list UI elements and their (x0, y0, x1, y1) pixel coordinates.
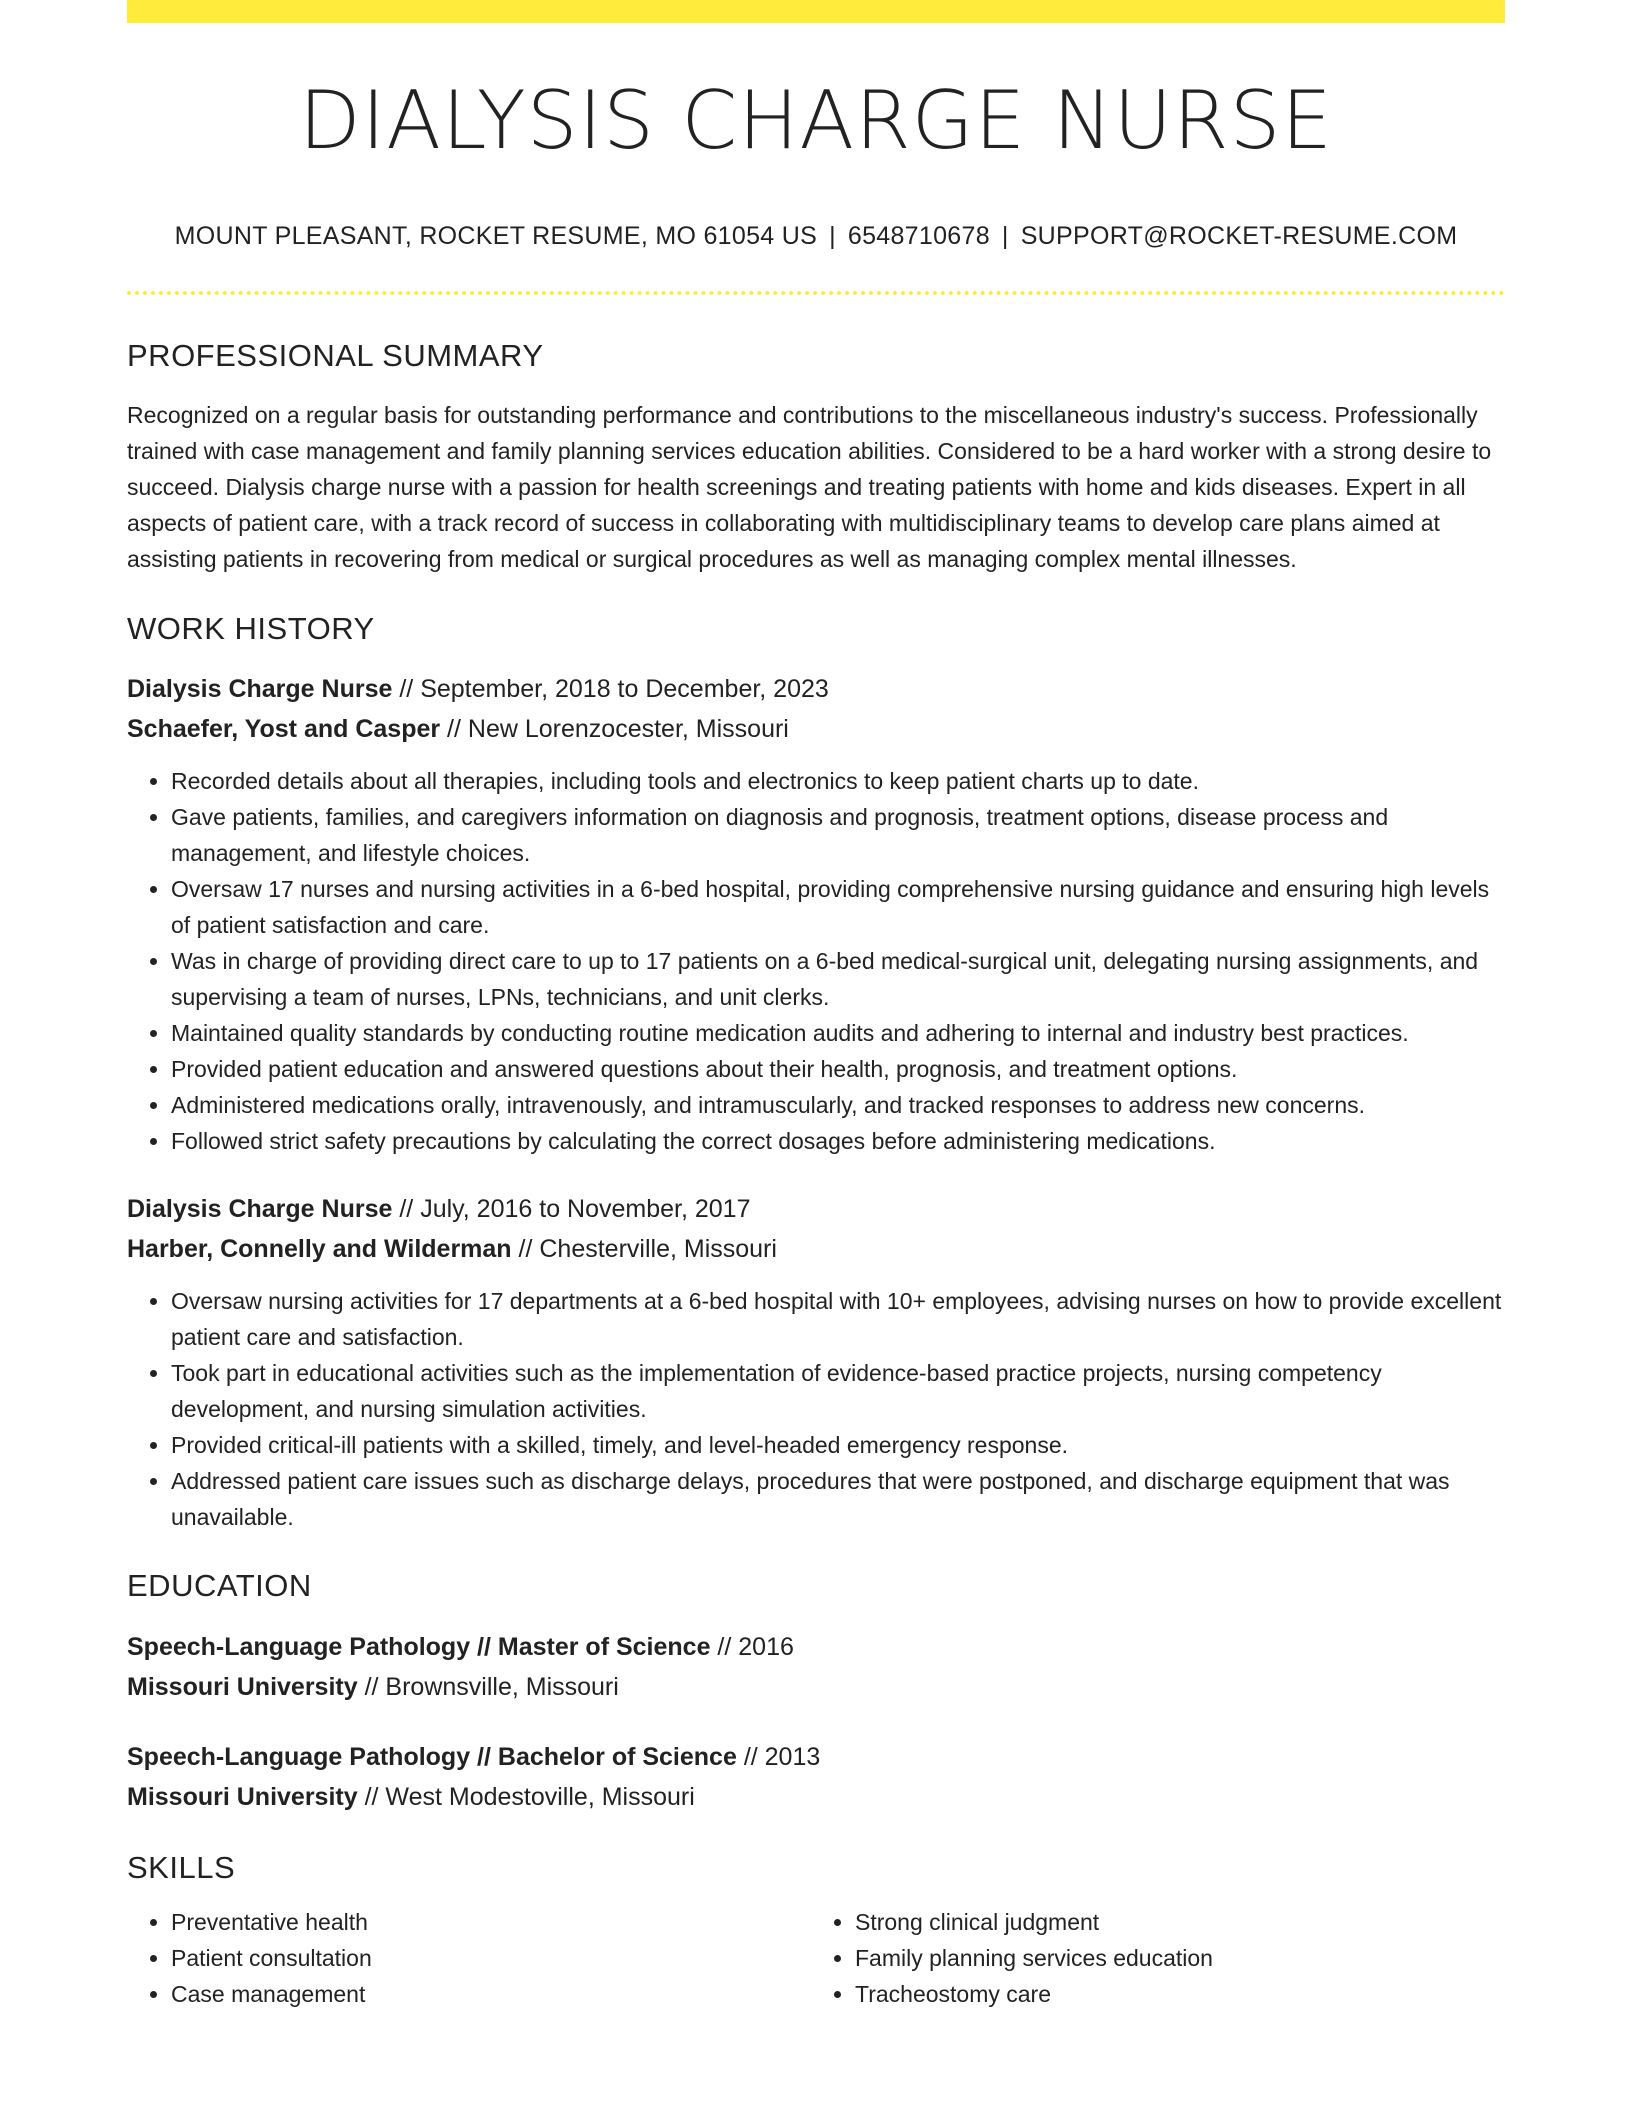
job-dates: // July, 2016 to November, 2017 (392, 1195, 751, 1224)
list-item: • Patient consultation (171, 1940, 811, 1976)
job-company-line (127, 709, 1505, 749)
list-item: • Took part in educational activities such as the implementation of evidence-based practice projects, nursing competency development, and nursing simulation activities. (171, 1355, 1505, 1427)
job-role: Dialysis Charge Nurse (127, 1195, 393, 1224)
list-item: • Oversaw nursing activities for 17 departments at a 6-bed hospital with 10+ employees, advising nurses on how to provide excellent patient care and satisfaction. (171, 1283, 1505, 1355)
education-school-line (127, 1667, 1505, 1707)
contact-email: SUPPORT@ROCKET-RESUME.COM (1020, 222, 1458, 250)
job-bullets (127, 1283, 1505, 1535)
job-location: // New Lorenzocester, Missouri (440, 715, 789, 744)
education-degree: Speech-Language Pathology // Master of Science (127, 1632, 711, 1661)
summary-heading: PROFESSIONAL SUMMARY (127, 338, 544, 373)
accent-top-bar (127, 0, 1505, 23)
list-item: • Case management (171, 1976, 811, 2012)
job-title-line (127, 1189, 1505, 1229)
education-degree: Speech-Language Pathology // Bachelor of Science (127, 1742, 737, 1771)
list-item: • Followed strict safety precautions by calculating the correct dosages before administering medications. (171, 1123, 1505, 1159)
list-item: • Provided patient education and answered questions about their health, prognosis, and treatment options. (171, 1051, 1505, 1087)
skills-list-left (127, 1904, 811, 2012)
education-school-line (127, 1777, 1505, 1817)
job-role: Dialysis Charge Nurse (127, 675, 393, 704)
list-item: • Maintained quality standards by conducting routine medication audits and adhering to internal and industry best practices. (171, 1015, 1505, 1051)
list-item: • Gave patients, families, and caregivers information on diagnosis and prognosis, treatment options, disease process and management, and lifestyle choices. (171, 799, 1505, 871)
list-item: • Recorded details about all therapies, including tools and electronics to keep patient charts up to date. (171, 763, 1505, 799)
education-degree-line (127, 1627, 1505, 1667)
contact-separator: | (829, 222, 836, 250)
contact-line (127, 222, 1505, 251)
list-item: • Addressed patient care issues such as discharge delays, procedures that were postponed, and discharge equipment that was unavailable. (171, 1463, 1505, 1535)
list-item: • Strong clinical judgment (855, 1904, 1495, 1940)
job-company: Harber, Connelly and Wilderman (127, 1235, 512, 1264)
list-item: • Family planning services education (855, 1940, 1495, 1976)
job-company: Schaefer, Yost and Casper (127, 715, 441, 744)
education-location: // Brownsville, Missouri (357, 1672, 619, 1701)
list-item: • Administered medications orally, intravenously, and intramuscularly, and tracked responses to address new concerns. (171, 1087, 1505, 1123)
contact-address: MOUNT PLEASANT, ROCKET RESUME, MO 61054 US (174, 222, 818, 250)
contact-phone: 6548710678 (847, 222, 990, 250)
skills-columns (127, 1904, 1505, 2012)
education-school: Missouri University (127, 1782, 358, 1811)
education-school: Missouri University (127, 1672, 358, 1701)
job-bullets (127, 763, 1505, 1159)
contact-separator: | (1001, 222, 1009, 250)
work-history-heading: WORK HISTORY (127, 611, 375, 647)
list-item: • Provided critical-ill patients with a skilled, timely, and level-headed emergency response. (171, 1427, 1505, 1463)
skills-heading: SKILLS (127, 1849, 236, 1885)
education-heading: EDUCATION (127, 1568, 312, 1604)
skills-list-right (811, 1904, 1495, 2012)
job-location: // Chesterville, Missouri (511, 1235, 777, 1264)
job-entry (127, 1189, 1505, 1535)
resume-title: DIALYSIS CHARGE NURSE (299, 74, 1333, 167)
job-entry (127, 669, 1505, 1159)
resume-page (127, 0, 1505, 2012)
list-item: • Tracheostomy care (855, 1976, 1495, 2012)
education-year: // 2013 (736, 1742, 821, 1771)
education-entry (127, 1737, 1505, 1817)
education-entry (127, 1627, 1505, 1707)
summary-text: Recognized on a regular basis for outstanding performance and contributions to the miscellaneous industry's success. Professionally trained with case management and family planning services education abilities. Considered to be a hard worker with a strong desire to succeed. Dialysis charge nurse with a passion for health screenings and treating patients with home and kids diseases. Expert in all aspects of patient care, with a track record of success in collaborating with multidisciplinary teams to develop care plans aimed at assisting patients in recovering from medical or surgical procedures as well as managing complex mental illnesses. (127, 402, 1492, 573)
education-degree-line (127, 1737, 1505, 1777)
list-item: • Preventative health (171, 1904, 811, 1940)
job-dates: // September, 2018 to December, 2023 (392, 675, 829, 704)
dotted-divider (127, 291, 1505, 295)
job-title-line (127, 669, 1505, 709)
job-company-line (127, 1229, 1505, 1269)
education-location: // West Modestoville, Missouri (357, 1782, 695, 1811)
list-item: • Oversaw 17 nurses and nursing activities in a 6-bed hospital, providing comprehensive nursing guidance and ensuring high levels of patient satisfaction and care. (171, 871, 1505, 943)
list-item: • Was in charge of providing direct care to up to 17 patients on a 6-bed medical-surgical unit, delegating nursing assignments, and supervising a team of nurses, LPNs, technicians, and unit clerks. (171, 943, 1505, 1015)
education-year: // 2016 (710, 1632, 794, 1661)
